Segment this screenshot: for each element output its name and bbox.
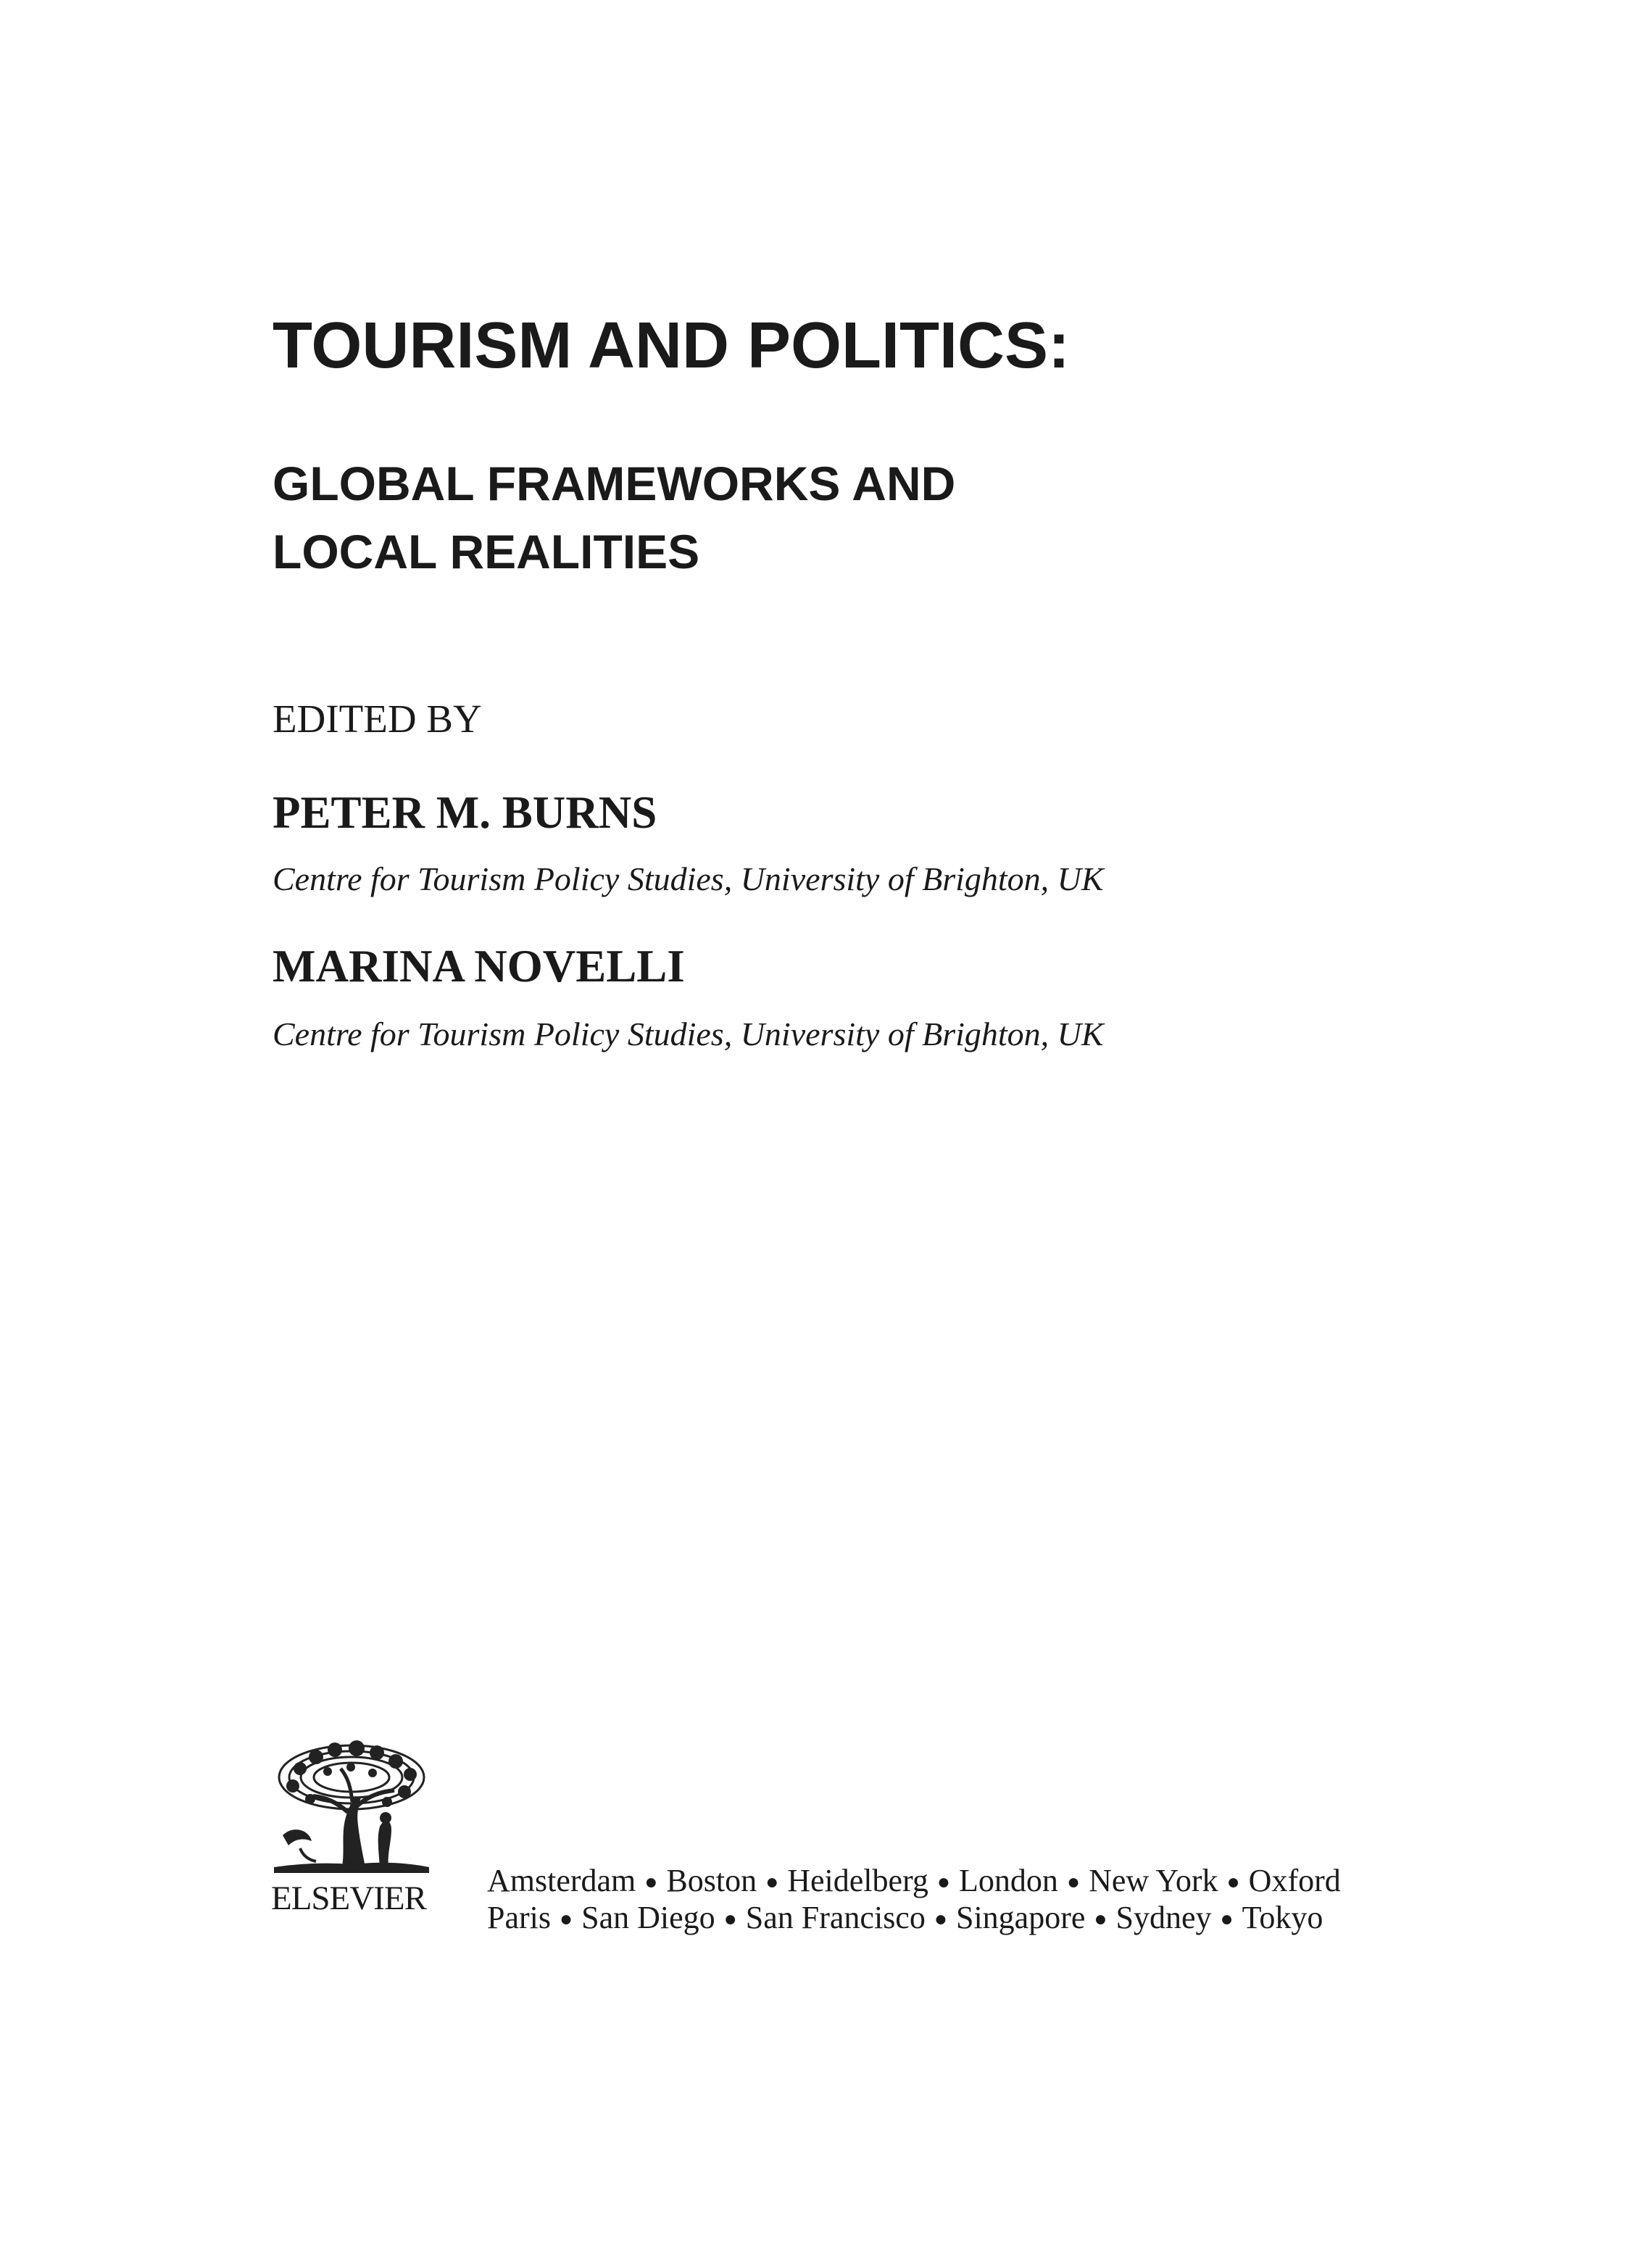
cities-line-2 (487, 1900, 1341, 1937)
editor-name-1: PETER M. BURNS (273, 787, 657, 838)
editor-affiliation-2: Centre for Tourism Policy Studies, University of Brighton, UK (273, 1015, 1104, 1052)
editor-name-2: MARINA NOVELLI (273, 941, 685, 992)
tree-engraving-icon (271, 1740, 432, 1876)
publisher-logo (271, 1740, 439, 1916)
city: San Diego (581, 1900, 715, 1935)
city: Amsterdam (487, 1863, 636, 1898)
bullet-separator: ● (1094, 1907, 1107, 1931)
bullet-separator: ● (1226, 1870, 1240, 1894)
bullet-separator: ● (934, 1907, 947, 1931)
bullet-separator: ● (936, 1870, 951, 1894)
city: Paris (487, 1900, 551, 1935)
city: Boston (666, 1863, 757, 1898)
city: San Francisco (745, 1900, 926, 1935)
cities-line-1 (487, 1863, 1341, 1900)
city: Heidelberg (787, 1863, 928, 1898)
city: Tokyo (1242, 1900, 1323, 1935)
subtitle-line-1: GLOBAL FRAMEWORKS AND (273, 457, 956, 510)
subtitle-line-2: LOCAL REALITIES (273, 525, 700, 578)
publisher-name: ELSEVIER (271, 1879, 426, 1917)
bullet-separator: ● (1066, 1870, 1081, 1894)
bullet-separator: ● (1220, 1907, 1234, 1931)
city: Singapore (955, 1900, 1086, 1935)
bullet-separator: ● (644, 1870, 658, 1894)
city: London (959, 1863, 1058, 1898)
book-subtitle (273, 449, 955, 586)
book-title: TOURISM AND POLITICS: (273, 310, 1070, 382)
publisher-cities (487, 1863, 1341, 1937)
editor-affiliation-1: Centre for Tourism Policy Studies, University of Brighton, UK (273, 860, 1104, 897)
city: Oxford (1248, 1863, 1341, 1898)
bullet-separator: ● (765, 1870, 779, 1894)
city: Sydney (1115, 1900, 1212, 1935)
city: New York (1089, 1863, 1218, 1898)
bullet-separator: ● (560, 1907, 573, 1931)
bullet-separator: ● (723, 1907, 737, 1931)
edited-by-label: EDITED BY (273, 697, 482, 741)
